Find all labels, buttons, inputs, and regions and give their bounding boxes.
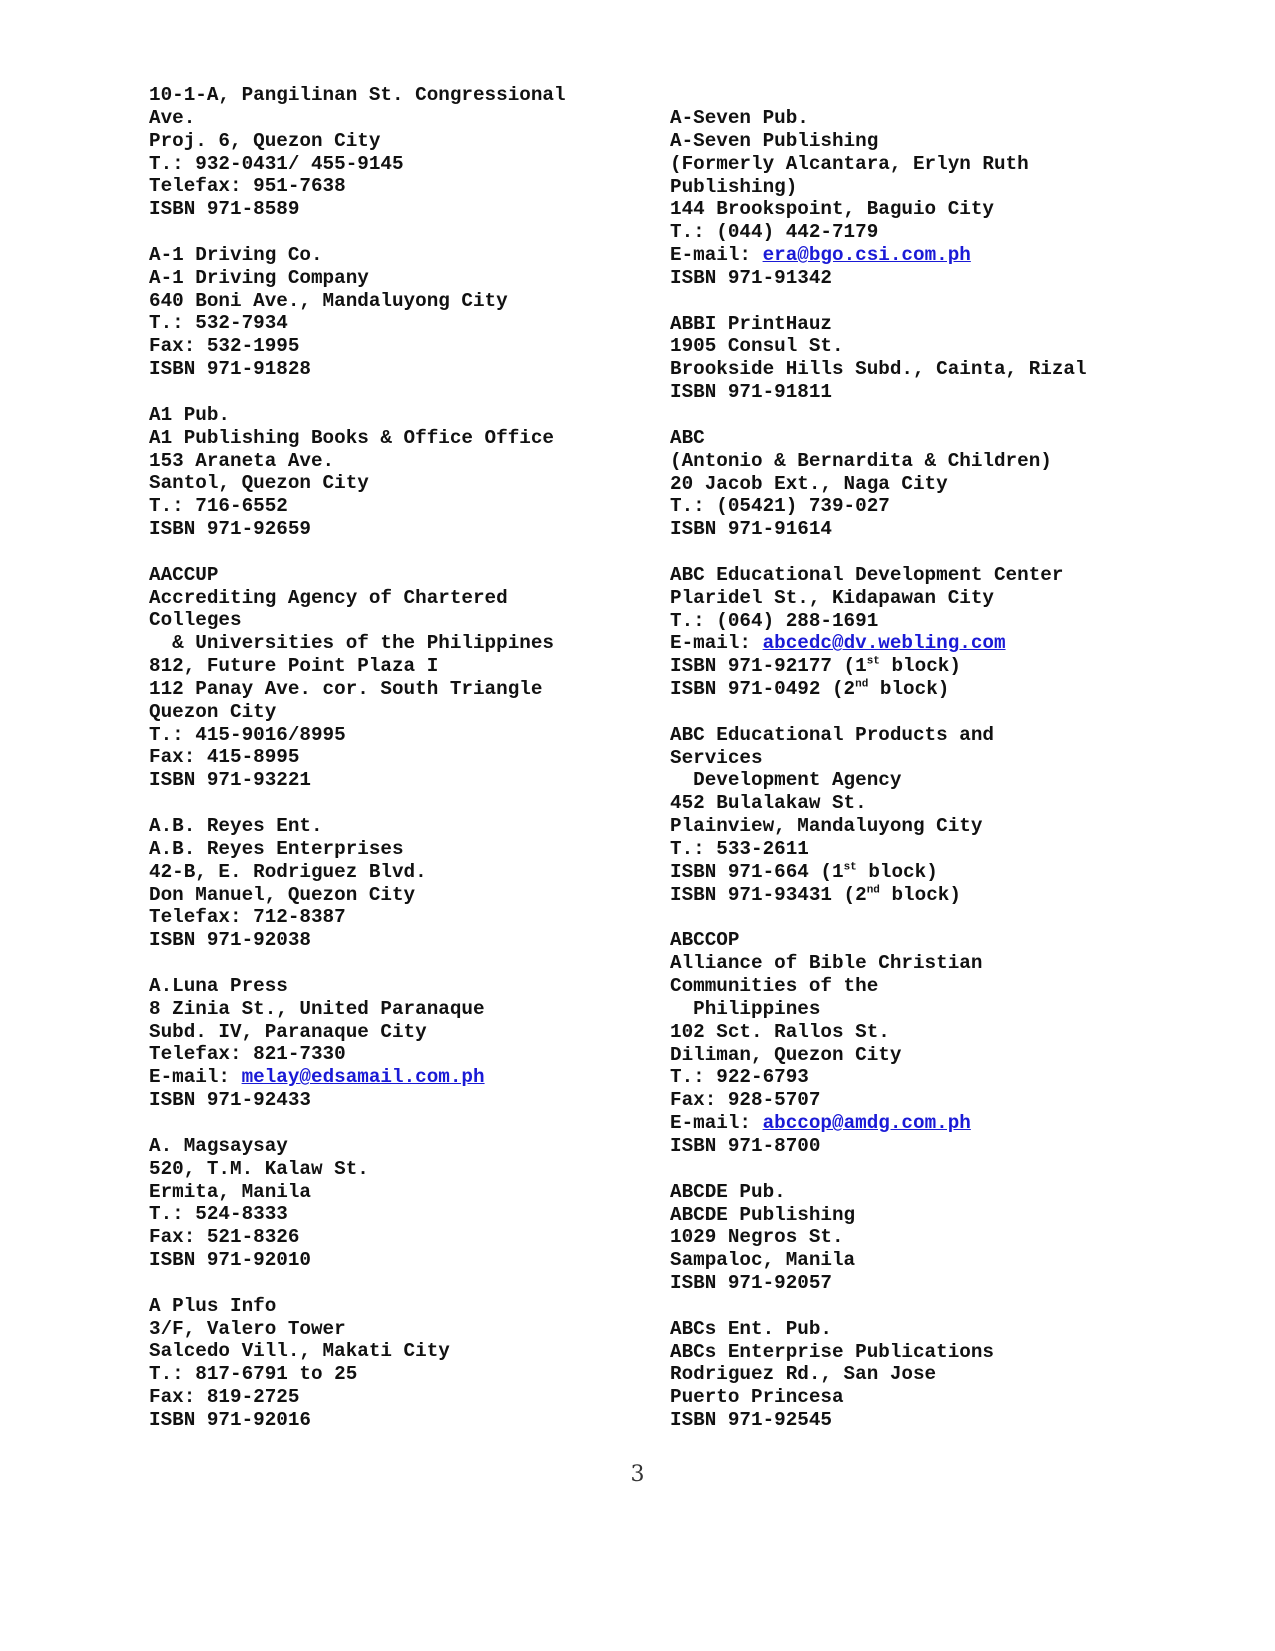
page-number: 3	[630, 1462, 645, 1487]
email-link[interactable]: abccop@amdg.com.ph	[762, 1112, 971, 1135]
publisher-entry	[670, 313, 1260, 404]
entry-line: 812, Future Point Plaza I	[149, 655, 439, 678]
entry-line: Rodriguez Rd., San Jose	[670, 1363, 937, 1386]
entry-line: ISBN 971-8589	[149, 198, 300, 221]
entry-line: 102 Sct. Rallos St.	[670, 1020, 890, 1043]
isbn-text: ISBN 971-92177 (1	[670, 655, 867, 678]
entry-line: Colleges	[149, 609, 242, 632]
entry-line: Plainview, Mandaluyong City	[670, 815, 983, 838]
entry-line: Fax: 928-5707	[670, 1089, 821, 1112]
entry-line: Ermita, Manila	[149, 1180, 311, 1203]
isbn-text: ISBN 971-664 (1	[670, 860, 844, 883]
entry-line: A.Luna Press	[149, 974, 288, 997]
publisher-entry	[670, 724, 1260, 907]
block-text: block)	[879, 655, 961, 678]
entry-line: Fax: 819-2725	[149, 1386, 300, 1409]
entry-line: 153 Araneta Ave.	[149, 449, 335, 472]
email-line	[670, 632, 1260, 655]
entry-line: 640 Boni Ave., Mandaluyong City	[149, 289, 508, 312]
entry-line: ABC Educational Products and	[670, 723, 994, 746]
entry-line: & Universities of the Philippines	[149, 632, 554, 655]
entry-line: ABC	[670, 426, 705, 449]
entry-line: 8 Zinia St., United Paranaque	[149, 997, 485, 1020]
entry-line: Telefax: 712-8387	[149, 906, 346, 929]
publisher-entry	[670, 427, 1260, 541]
entry-line: Puerto Princesa	[670, 1386, 844, 1409]
email-line	[149, 1066, 669, 1089]
email-label: E-mail:	[149, 1066, 242, 1089]
right-column	[670, 107, 1260, 1455]
entry-line: T.: 524-8333	[149, 1203, 288, 1226]
email-line	[670, 244, 1260, 267]
block-text: block)	[879, 883, 961, 906]
entry-line: A-Seven Pub.	[670, 107, 809, 129]
entry-line: 42-B, E. Rodriguez Blvd.	[149, 860, 427, 883]
entry-line: A-Seven Publishing	[670, 129, 879, 152]
entry-line: ABCs Ent. Pub.	[670, 1317, 832, 1340]
entry-line: Santol, Quezon City	[149, 472, 369, 495]
entry-line: T.: (05421) 739-027	[670, 495, 890, 518]
email-label: E-mail:	[670, 632, 763, 655]
entry-line: T.: (064) 288-1691	[670, 609, 879, 632]
entry-line: T.: 817-6791 to 25	[149, 1363, 358, 1386]
email-link[interactable]: melay@edsamail.com.ph	[241, 1066, 485, 1089]
entry-line: Plaridel St., Kidapawan City	[670, 586, 994, 609]
entry-line: 20 Jacob Ext., Naga City	[670, 472, 948, 495]
entry-line: 1905 Consul St.	[670, 335, 844, 358]
entry-line: Alliance of Bible Christian	[670, 952, 983, 975]
email-label: E-mail:	[670, 244, 763, 267]
entry-line: (Formerly Alcantara, Erlyn Ruth	[670, 152, 1029, 175]
entry-line: A.B. Reyes Ent.	[149, 815, 323, 837]
entry-line: ISBN 971-91342	[670, 266, 832, 289]
entry-line: Subd. IV, Paranaque City	[149, 1020, 427, 1043]
entry-line: 10-1-A, Pangilinan St. Congressional	[149, 84, 566, 106]
entry-line: Telefax: 951-7638	[149, 175, 346, 198]
entry-line: 112 Panay Ave. cor. South Triangle	[149, 677, 543, 700]
entry-line: ISBN 971-93221	[149, 769, 311, 792]
entry-line: T.: 532-7934	[149, 312, 288, 335]
entry-line: T.: 922-6793	[670, 1066, 809, 1089]
email-link[interactable]: era@bgo.csi.com.ph	[762, 244, 971, 267]
publisher-entry	[670, 1181, 1260, 1295]
entry-line: Services	[670, 746, 763, 769]
entry-line: 1029 Negros St.	[670, 1226, 844, 1249]
entry-line: Philippines	[670, 997, 821, 1020]
entry-line: Communities of the	[670, 975, 879, 998]
ordinal-suffix: nd	[866, 884, 880, 897]
entry-line: AACCUP	[149, 563, 219, 586]
entry-line: ISBN 971-92010	[149, 1249, 311, 1272]
entry-line: ISBN 971-8700	[670, 1134, 821, 1157]
entry-line: T.: 716-6552	[149, 495, 288, 518]
entry-line: ISBN 971-92016	[149, 1408, 311, 1431]
entry-line: A-1 Driving Company	[149, 266, 369, 289]
isbn-block-line	[670, 884, 1260, 907]
entry-line: Fax: 532-1995	[149, 335, 300, 358]
entry-line: A. Magsaysay	[149, 1134, 288, 1157]
entry-line: Proj. 6, Quezon City	[149, 129, 381, 152]
left-column	[149, 84, 669, 1455]
entry-line: T.: 533-2611	[670, 838, 809, 860]
entry-line: Brookside Hills Subd., Cainta, Rizal	[670, 358, 1087, 381]
entry-line: ISBN 971-92038	[149, 929, 311, 952]
entry-line: ISBN 971-92433	[149, 1089, 311, 1112]
publisher-entry	[149, 975, 669, 1112]
publisher-entry	[149, 564, 669, 792]
email-link[interactable]: abcedc@dv.webling.com	[762, 632, 1006, 655]
entry-line: T.: 932-0431/ 455-9145	[149, 152, 404, 175]
isbn-text: ISBN 971-0492 (2	[670, 678, 856, 701]
publisher-entry	[149, 815, 669, 952]
entry-line: ISBN 971-91811	[670, 381, 832, 404]
publisher-entry	[149, 404, 669, 541]
entry-line: ABCDE Publishing	[670, 1203, 856, 1226]
entry-line: Sampaloc, Manila	[670, 1249, 856, 1272]
entry-line: Telefax: 821-7330	[149, 1043, 346, 1066]
entry-line: 520, T.M. Kalaw St.	[149, 1157, 369, 1180]
block-text: block)	[856, 860, 938, 883]
isbn-block-line	[670, 861, 1260, 884]
entry-line: T.: (044) 442-7179	[670, 221, 879, 244]
publisher-entry	[670, 564, 1260, 701]
entry-line: 3/F, Valero Tower	[149, 1317, 346, 1340]
entry-line: A1 Pub.	[149, 403, 230, 426]
publisher-entry	[670, 107, 1260, 290]
entry-line: A-1 Driving Co.	[149, 243, 323, 266]
entry-line: ISBN 971-92659	[149, 518, 311, 541]
publisher-entry	[149, 1295, 669, 1432]
entry-line: Publishing)	[670, 175, 798, 198]
ordinal-suffix: st	[843, 861, 857, 874]
entry-line: ISBN 971-92545	[670, 1409, 832, 1432]
isbn-text: ISBN 971-93431 (2	[670, 883, 867, 906]
entry-line: Quezon City	[149, 700, 277, 723]
entry-line: ABCCOP	[670, 929, 740, 952]
block-text: block)	[868, 678, 950, 701]
entry-line: ISBN 971-91614	[670, 518, 832, 541]
publisher-entry	[149, 244, 669, 381]
entry-line: ABCs Enterprise Publications	[670, 1340, 994, 1363]
publisher-entry	[149, 1135, 669, 1272]
publisher-entry	[149, 84, 669, 221]
entry-line: ISBN 971-91828	[149, 358, 311, 381]
entry-line: ISBN 971-92057	[670, 1272, 832, 1295]
entry-line: Ave.	[149, 106, 196, 129]
entry-line: Salcedo Vill., Makati City	[149, 1340, 450, 1363]
entry-line: ABC Educational Development Center	[670, 563, 1064, 586]
entry-line: Fax: 521-8326	[149, 1226, 300, 1249]
entry-line: Development Agency	[670, 769, 902, 792]
entry-line: A.B. Reyes Enterprises	[149, 837, 404, 860]
entry-line: ABBI PrintHauz	[670, 312, 832, 335]
email-label: E-mail:	[670, 1112, 763, 1135]
entry-line: 452 Bulalakaw St.	[670, 792, 867, 815]
entry-line: 144 Brookspoint, Baguio City	[670, 198, 994, 221]
entry-line: A1 Publishing Books & Office Office	[149, 426, 554, 449]
publisher-entry	[670, 929, 1260, 1157]
entry-line: A Plus Info	[149, 1294, 277, 1317]
isbn-block-line	[670, 655, 1260, 678]
entry-line: ABCDE Pub.	[670, 1180, 786, 1203]
entry-line: Don Manuel, Quezon City	[149, 883, 416, 906]
publisher-entry	[670, 1318, 1260, 1432]
ordinal-suffix: st	[866, 655, 880, 668]
entry-line: (Antonio & Bernardita & Children)	[670, 449, 1052, 472]
isbn-block-line	[670, 678, 1260, 701]
entry-line: Diliman, Quezon City	[670, 1043, 902, 1066]
entry-line: Accrediting Agency of Chartered	[149, 586, 508, 609]
ordinal-suffix: nd	[855, 678, 869, 691]
email-line	[670, 1112, 1260, 1135]
entry-line: Fax: 415-8995	[149, 746, 300, 769]
entry-line: T.: 415-9016/8995	[149, 723, 346, 746]
